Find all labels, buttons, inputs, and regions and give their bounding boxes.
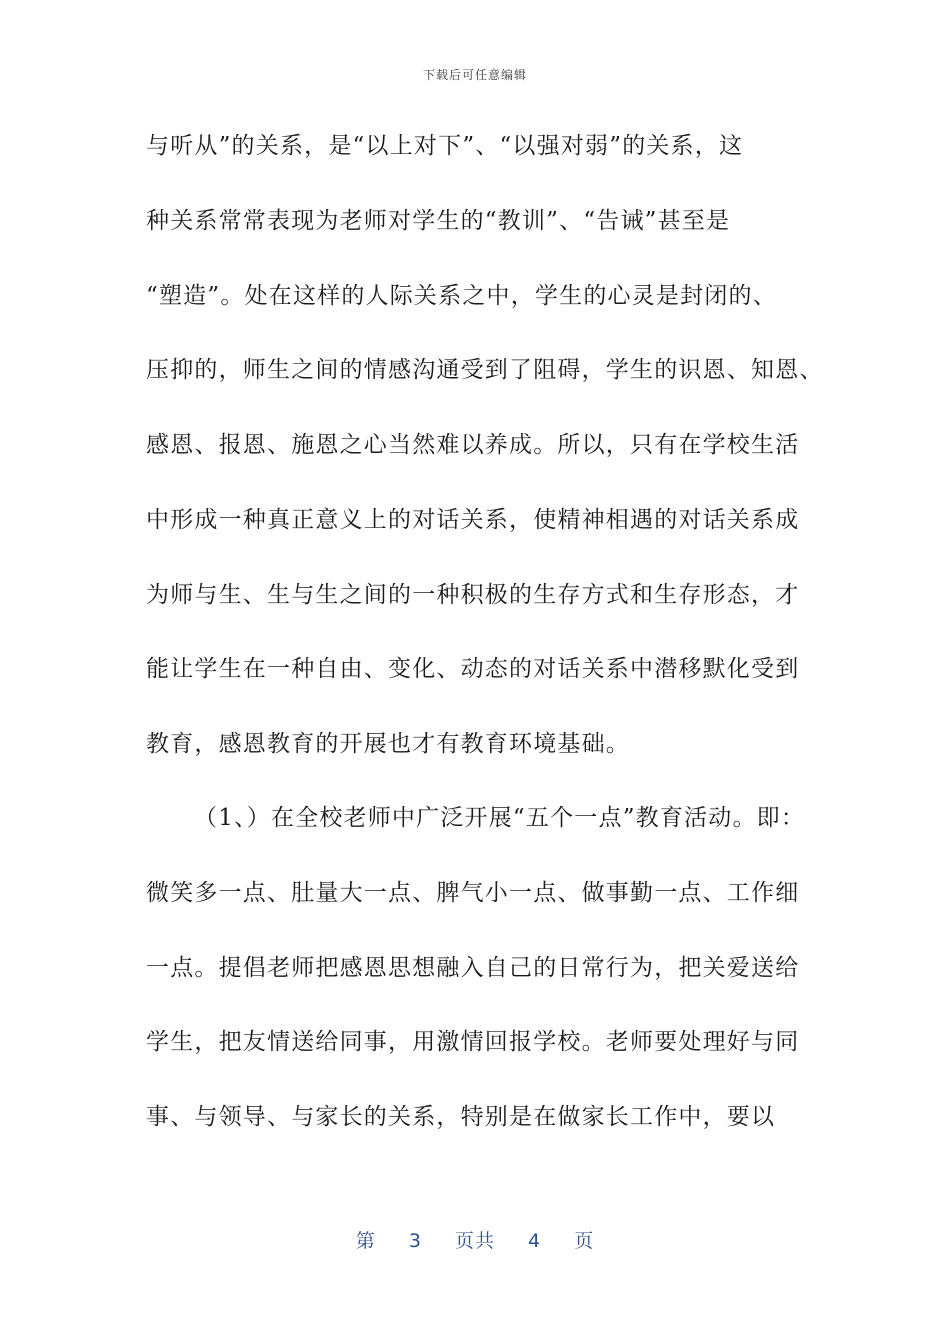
footer-current-page: 3 [408, 1230, 422, 1252]
header-note: 下载后可任意编辑 [422, 68, 527, 82]
page-number-footer [0, 1226, 950, 1253]
body-line-14: 事、与领导、与家长的关系，特别是在做家长工作中，要以 [146, 1104, 776, 1130]
footer-suffix: 页 [574, 1230, 595, 1252]
body-line-1: 与听从”的关系，是“以上对下”、“以强对弱”的关系，这 [146, 133, 744, 159]
body-line-11: 微笑多一点、肚量大一点、脾气小一点、做事勤一点、工作细 [146, 880, 800, 906]
footer-prefix: 第 [355, 1230, 376, 1252]
body-line-9: 教育，感恩教育的开展也才有教育环境基础。 [146, 731, 630, 757]
body-line-6: 中形成一种真正意义上的对话关系，使精神相遇的对话关系成 [146, 507, 800, 533]
body-line-5: 感恩、报恩、施恩之心当然难以养成。所以，只有在学校生活 [146, 432, 800, 458]
body-line-3: “塑造”。处在这样的人际关系之中，学生的心灵是封闭的、 [146, 283, 777, 309]
body-line-13: 学生，把友情送给同事，用激情回报学校。老师要处理好与同 [146, 1029, 800, 1055]
body-line-2: 种关系常常表现为老师对学生的“教训”、“告诫”甚至是 [146, 208, 731, 234]
body-line-12: 一点。提倡老师把感恩思想融入自己的日常行为，把关爱送给 [146, 955, 800, 981]
body-line-7: 为师与生、生与生之间的一种积极的生存方式和生存形态，才 [146, 582, 800, 608]
body-line-4: 压抑的，师生之间的情感沟通受到了阻碍，学生的识恩、知恩、 [146, 357, 824, 383]
body-line-10: （1、）在全校老师中广泛开展“五个一点”教育活动。即： [194, 805, 806, 831]
footer-total-pages: 4 [528, 1230, 542, 1252]
body-line-8: 能让学生在一种自由、变化、动态的对话关系中潜移默化受到 [146, 656, 800, 682]
footer-middle: 页共 [454, 1230, 495, 1252]
